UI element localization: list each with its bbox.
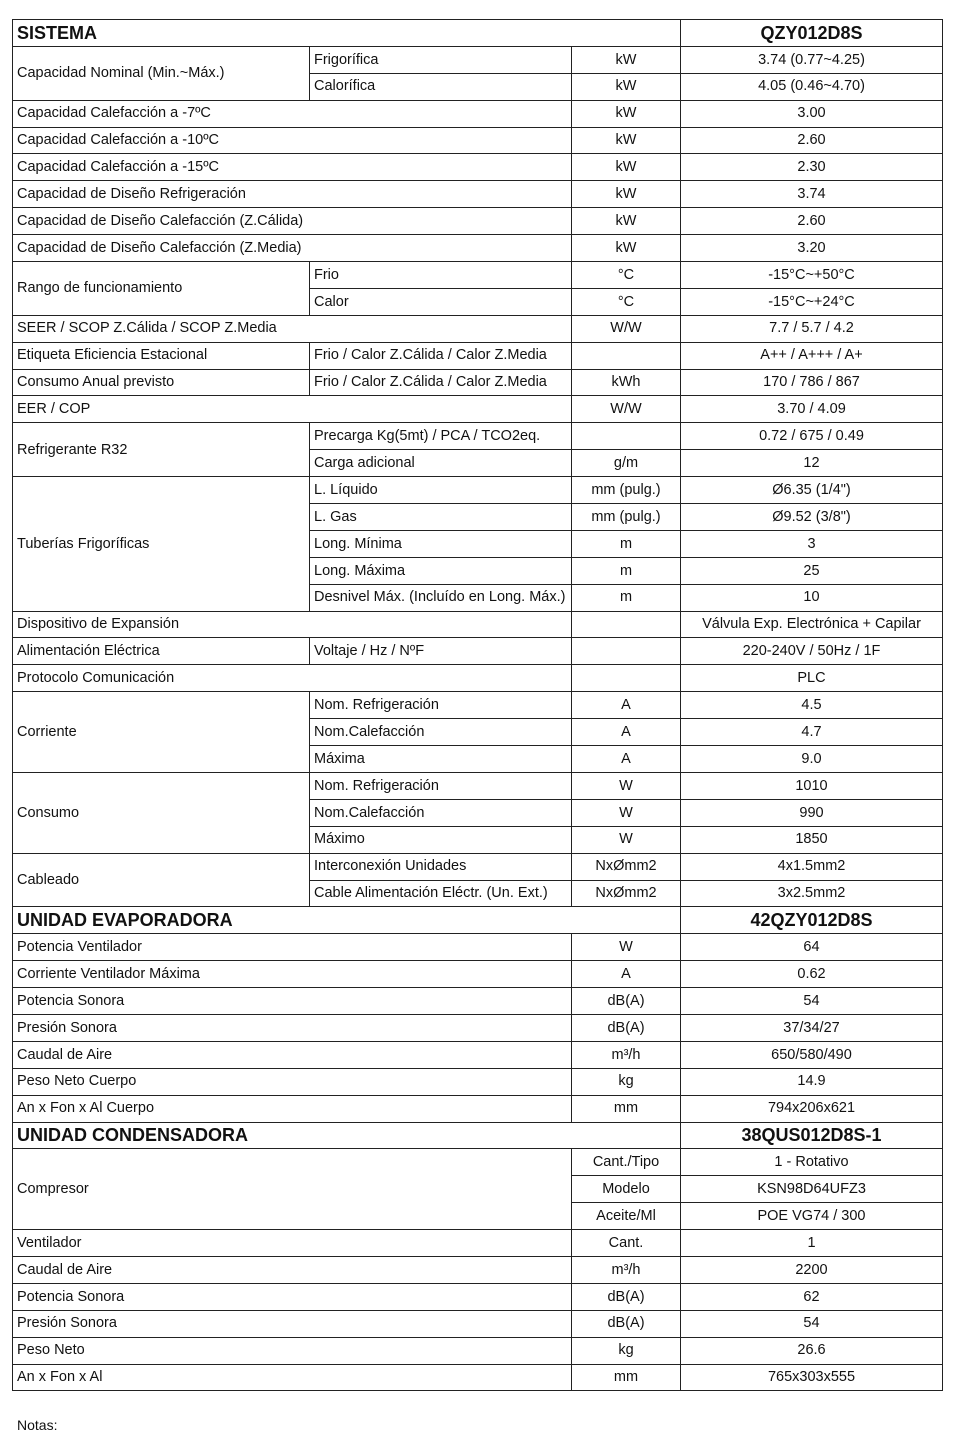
spec-cell: Interconexión Unidades	[310, 853, 572, 880]
spec-cell: NxØmm2	[572, 880, 681, 907]
spec-cell: 3.74 (0.77~4.25)	[681, 46, 943, 73]
spec-cell: A	[572, 719, 681, 746]
spec-row	[13, 1068, 943, 1095]
spec-cell: Cant./Tipo	[572, 1149, 681, 1176]
spec-cell: mm	[572, 1095, 681, 1122]
spec-cell: Protocolo Comunicación	[13, 665, 572, 692]
spec-cell: 62	[681, 1283, 943, 1310]
spec-cell: kW	[572, 235, 681, 262]
spec-cell: An x Fon x Al Cuerpo	[13, 1095, 572, 1122]
spec-cell: W/W	[572, 396, 681, 423]
spec-cell: SEER / SCOP Z.Cálida / SCOP Z.Media	[13, 315, 572, 342]
spec-cell: A++ / A+++ / A+	[681, 342, 943, 369]
spec-cell: Capacidad Calefacción a -7ºC	[13, 100, 572, 127]
spec-cell: dB(A)	[572, 1283, 681, 1310]
spec-row	[13, 1364, 943, 1391]
spec-cell: Máxima	[310, 746, 572, 773]
spec-cell: UNIDAD EVAPORADORA	[13, 907, 681, 934]
spec-cell: L. Gas	[310, 504, 572, 531]
spec-cell: Consumo Anual previsto	[13, 369, 310, 396]
spec-cell: 64	[681, 934, 943, 961]
spec-cell: W	[572, 826, 681, 853]
spec-cell: 3x2.5mm2	[681, 880, 943, 907]
spec-cell: 1	[681, 1230, 943, 1257]
spec-cell: kW	[572, 127, 681, 154]
spec-cell: 25	[681, 557, 943, 584]
spec-row	[13, 235, 943, 262]
spec-cell: Etiqueta Eficiencia Estacional	[13, 342, 310, 369]
spec-cell: 650/580/490	[681, 1041, 943, 1068]
spec-cell: 4.7	[681, 719, 943, 746]
spec-cell: Modelo	[572, 1176, 681, 1203]
spec-cell: Capacidad Nominal (Min.~Máx.)	[13, 46, 310, 100]
spec-cell: 2.30	[681, 154, 943, 181]
notes-label: Notas:	[17, 1417, 58, 1433]
spec-row	[13, 638, 943, 665]
spec-cell: 10	[681, 584, 943, 611]
spec-cell: W/W	[572, 315, 681, 342]
spec-row	[13, 934, 943, 961]
spec-cell: -15°C~+50°C	[681, 262, 943, 289]
spec-cell: °C	[572, 288, 681, 315]
spec-cell: Frigorífica	[310, 46, 572, 73]
spec-row	[13, 1337, 943, 1364]
spec-cell: Caudal de Aire	[13, 1041, 572, 1068]
spec-row	[13, 665, 943, 692]
spec-cell	[572, 423, 681, 450]
spec-cell: Dispositivo de Expansión	[13, 611, 572, 638]
spec-cell: g/m	[572, 450, 681, 477]
spec-cell: 1850	[681, 826, 943, 853]
spec-cell: Precarga Kg(5mt) / PCA / TCO2eq.	[310, 423, 572, 450]
spec-row	[13, 988, 943, 1015]
spec-cell: 990	[681, 799, 943, 826]
spec-cell: Peso Neto Cuerpo	[13, 1068, 572, 1095]
spec-row	[13, 127, 943, 154]
spec-cell: Cableado	[13, 853, 310, 907]
section-header-row	[13, 20, 943, 47]
spec-row	[13, 961, 943, 988]
spec-cell: Frio / Calor Z.Cálida / Calor Z.Media	[310, 342, 572, 369]
spec-cell: mm (pulg.)	[572, 477, 681, 504]
spec-cell: Capacidad de Diseño Calefacción (Z.Cálida)	[13, 208, 572, 235]
spec-cell: Máximo	[310, 826, 572, 853]
spec-cell: Cant.	[572, 1230, 681, 1257]
spec-cell: 794x206x621	[681, 1095, 943, 1122]
spec-cell: 1 - Rotativo	[681, 1149, 943, 1176]
spec-cell: mm	[572, 1364, 681, 1391]
spec-cell: dB(A)	[572, 1310, 681, 1337]
spec-cell: Compresor	[13, 1149, 572, 1230]
spec-cell: Nom. Refrigeración	[310, 692, 572, 719]
spec-cell: Presión Sonora	[13, 1310, 572, 1337]
spec-cell: A	[572, 692, 681, 719]
spec-cell: 26.6	[681, 1337, 943, 1364]
spec-row	[13, 1310, 943, 1337]
spec-cell: 2.60	[681, 127, 943, 154]
spec-cell: W	[572, 934, 681, 961]
spec-cell: L. Líquido	[310, 477, 572, 504]
spec-row	[13, 100, 943, 127]
spec-cell: Nom.Calefacción	[310, 799, 572, 826]
spec-cell: Frio	[310, 262, 572, 289]
spec-row	[13, 1230, 943, 1257]
spec-row	[13, 1283, 943, 1310]
spec-cell: 14.9	[681, 1068, 943, 1095]
spec-row	[13, 423, 943, 450]
spec-cell: KSN98D64UFZ3	[681, 1176, 943, 1203]
spec-cell: Tuberías Frigoríficas	[13, 477, 310, 611]
spec-row	[13, 1014, 943, 1041]
spec-cell: Presión Sonora	[13, 1014, 572, 1041]
spec-cell: Aceite/Ml	[572, 1203, 681, 1230]
spec-cell	[572, 611, 681, 638]
spec-row	[13, 1095, 943, 1122]
spec-cell: Consumo	[13, 772, 310, 853]
spec-cell: 170 / 786 / 867	[681, 369, 943, 396]
spec-cell: 3	[681, 530, 943, 557]
spec-cell: Alimentación Eléctrica	[13, 638, 310, 665]
spec-cell: 4.05 (0.46~4.70)	[681, 73, 943, 100]
spec-cell	[572, 342, 681, 369]
spec-cell: 37/34/27	[681, 1014, 943, 1041]
spec-cell: Peso Neto	[13, 1337, 572, 1364]
spec-cell: m³/h	[572, 1041, 681, 1068]
spec-cell: POE VG74 / 300	[681, 1203, 943, 1230]
spec-row	[13, 1149, 943, 1176]
spec-cell: 54	[681, 988, 943, 1015]
spec-cell: Capacidad de Diseño Refrigeración	[13, 181, 572, 208]
spec-cell: An x Fon x Al	[13, 1364, 572, 1391]
spec-cell: SISTEMA	[13, 20, 681, 47]
spec-cell: Ø9.52 (3/8")	[681, 504, 943, 531]
spec-cell: 3.00	[681, 100, 943, 127]
spec-cell: kg	[572, 1337, 681, 1364]
spec-cell: Refrigerante R32	[13, 423, 310, 477]
spec-cell: dB(A)	[572, 988, 681, 1015]
spec-cell: kW	[572, 208, 681, 235]
spec-cell: NxØmm2	[572, 853, 681, 880]
spec-cell: Potencia Sonora	[13, 1283, 572, 1310]
spec-row	[13, 154, 943, 181]
spec-cell: Cable Alimentación Eléctr. (Un. Ext.)	[310, 880, 572, 907]
spec-row	[13, 369, 943, 396]
spec-cell: Caudal de Aire	[13, 1256, 572, 1283]
spec-cell: dB(A)	[572, 1014, 681, 1041]
spec-cell: Corriente Ventilador Máxima	[13, 961, 572, 988]
spec-cell: 38QUS012D8S-1	[681, 1122, 943, 1149]
spec-cell: Rango de funcionamiento	[13, 262, 310, 316]
spec-cell: A	[572, 961, 681, 988]
spec-row	[13, 1041, 943, 1068]
spec-cell: Potencia Ventilador	[13, 934, 572, 961]
spec-cell: Válvula Exp. Electrónica + Capilar	[681, 611, 943, 638]
spec-row	[13, 853, 943, 880]
spec-row	[13, 611, 943, 638]
spec-cell: °C	[572, 262, 681, 289]
spec-cell: kW	[572, 154, 681, 181]
spec-cell: 4x1.5mm2	[681, 853, 943, 880]
spec-cell: Long. Máxima	[310, 557, 572, 584]
spec-cell: Corriente	[13, 692, 310, 773]
spec-row	[13, 46, 943, 73]
spec-cell: m	[572, 530, 681, 557]
spec-row	[13, 396, 943, 423]
spec-cell: 3.70 / 4.09	[681, 396, 943, 423]
section-header-row	[13, 1122, 943, 1149]
spec-cell: kW	[572, 46, 681, 73]
spec-cell: kW	[572, 100, 681, 127]
spec-cell: Calor	[310, 288, 572, 315]
spec-row	[13, 315, 943, 342]
spec-cell: W	[572, 772, 681, 799]
spec-cell: 4.5	[681, 692, 943, 719]
spec-cell: m	[572, 584, 681, 611]
spec-cell: 765x303x555	[681, 1364, 943, 1391]
spec-cell: Long. Mínima	[310, 530, 572, 557]
spec-cell: kg	[572, 1068, 681, 1095]
spec-cell: 3.20	[681, 235, 943, 262]
spec-row	[13, 772, 943, 799]
spec-row	[13, 262, 943, 289]
spec-cell: mm (pulg.)	[572, 504, 681, 531]
spec-cell: UNIDAD CONDENSADORA	[13, 1122, 681, 1149]
spec-cell: 3.74	[681, 181, 943, 208]
spec-cell: 9.0	[681, 746, 943, 773]
spec-cell: Ventilador	[13, 1230, 572, 1257]
spec-cell: 220-240V / 50Hz / 1F	[681, 638, 943, 665]
spec-cell: W	[572, 799, 681, 826]
spec-cell: m³/h	[572, 1256, 681, 1283]
spec-cell: Capacidad de Diseño Calefacción (Z.Media)	[13, 235, 572, 262]
spec-cell: 2.60	[681, 208, 943, 235]
spec-row	[13, 181, 943, 208]
spec-cell: 2200	[681, 1256, 943, 1283]
spec-cell: Nom. Refrigeración	[310, 772, 572, 799]
spec-cell: 54	[681, 1310, 943, 1337]
spec-cell: kW	[572, 181, 681, 208]
spec-row	[13, 208, 943, 235]
section-header-row	[13, 907, 943, 934]
spec-cell: QZY012D8S	[681, 20, 943, 47]
spec-cell: 7.7 / 5.7 / 4.2	[681, 315, 943, 342]
spec-cell: 1010	[681, 772, 943, 799]
spec-cell: -15°C~+24°C	[681, 288, 943, 315]
spec-cell: Nom.Calefacción	[310, 719, 572, 746]
spec-cell: kW	[572, 73, 681, 100]
spec-cell: Frio / Calor Z.Cálida / Calor Z.Media	[310, 369, 572, 396]
spec-cell: EER / COP	[13, 396, 572, 423]
spec-cell	[572, 665, 681, 692]
spec-cell: Ø6.35 (1/4")	[681, 477, 943, 504]
spec-cell: Potencia Sonora	[13, 988, 572, 1015]
spec-row	[13, 1256, 943, 1283]
spec-cell: 0.62	[681, 961, 943, 988]
spec-cell: A	[572, 746, 681, 773]
spec-cell: Capacidad Calefacción a -10ºC	[13, 127, 572, 154]
spec-cell: Capacidad Calefacción a -15ºC	[13, 154, 572, 181]
spec-cell: m	[572, 557, 681, 584]
spec-row	[13, 342, 943, 369]
spec-cell: 42QZY012D8S	[681, 907, 943, 934]
spec-cell: 0.72 / 675 / 0.49	[681, 423, 943, 450]
spec-cell: kWh	[572, 369, 681, 396]
spec-cell: Calorífica	[310, 73, 572, 100]
spec-cell: 12	[681, 450, 943, 477]
spec-table	[12, 19, 943, 1391]
spec-cell: PLC	[681, 665, 943, 692]
spec-cell: Voltaje / Hz / NºF	[310, 638, 572, 665]
spec-cell: Carga adicional	[310, 450, 572, 477]
spec-cell	[572, 638, 681, 665]
spec-cell: Desnivel Máx. (Incluído en Long. Máx.)	[310, 584, 572, 611]
spec-row	[13, 692, 943, 719]
spec-row	[13, 477, 943, 504]
